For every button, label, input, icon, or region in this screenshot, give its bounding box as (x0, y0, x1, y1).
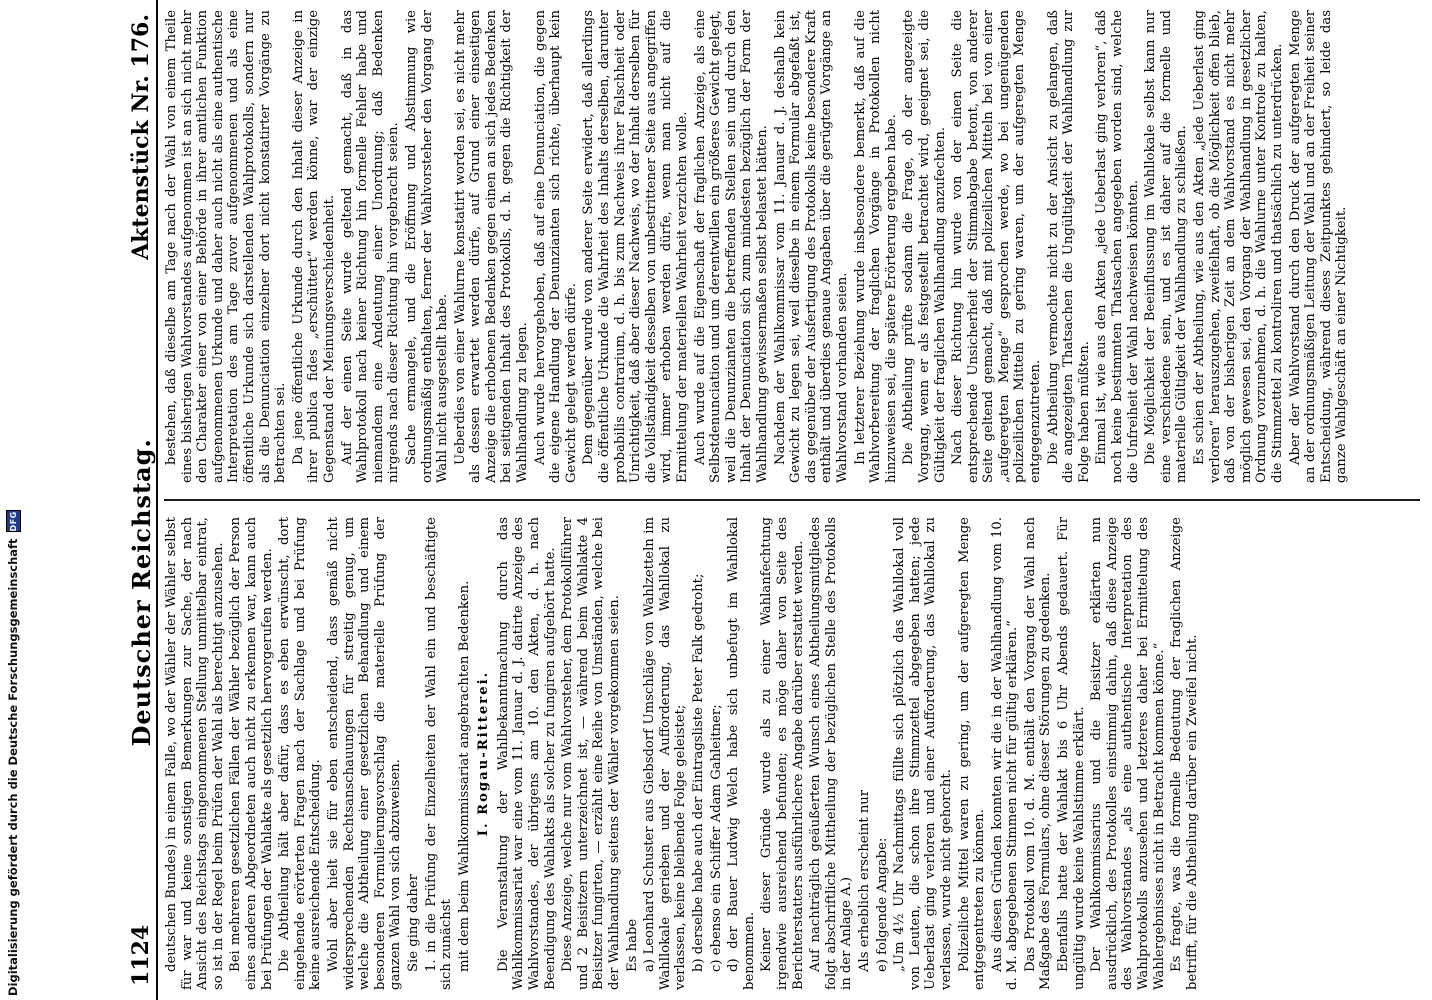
text-columns (164, 0, 1420, 1000)
paragraph: Sache ermangele, und die Eröffnung und Abstimmung wie ordnungsmäßig enthalten, ferner der Wahlvorsteher den Vorgang der Wahl nicht ausgestellt habe. (403, 10, 451, 483)
paragraph: Polizeiliche Mittel waren zu gering, um der aufgeregten Menge entgegentreten zu können. (956, 517, 988, 990)
paragraph: Sie ging daher (405, 874, 421, 972)
right-text-column (164, 0, 1420, 493)
document-label: Aktenstück Nr. 176. (128, 14, 154, 260)
paragraph: Die Möglichkeit der Beeinflussung im Wahllokale selbst kann nur eine verschiedene sein, und es ist daher auf die formelle und materielle Gültigkeit der Wahlhandlung zu schließen. (1143, 10, 1190, 483)
rotated-newspaper-sheet (120, 0, 1420, 1000)
credit-text: Digitalisierung gefördert durch die Deutsche Forschungsgemeinschaft (6, 538, 20, 996)
paragraph: e) folgende Angabe: (874, 837, 890, 972)
paragraph: d) der Bauer Ludwig Welch habe sich unbefugt im Wahllokal benommen. (726, 517, 757, 990)
paragraph: Als erheblich erscheint nur (856, 789, 872, 972)
section-heading: I. Rogau-Ritterei. (476, 670, 492, 837)
paragraph: Die Veranstaltung der Wahlbekanntmachung durch das Wahlkommissariat war eine vom 11. Januar d. J. datirte Anzeige des Wahlvorstandes, der übrigens am 10. den Akten, d. h. nach Beendigung des Wahlakts als solcher zu fungiren aufgehört hatte. (495, 517, 558, 990)
paragraph: Nachdem der Wahlkommissar vom 11. Januar d. J. deshalb kein Gewicht zu legen sei, weil dieselbe in einem Formular abgefaßt ist, das gegenüber der Ausfertigung des Protokolls keine besondere Kraft enthält und überdies genaue Angaben über die gerügten Vorgänge an Wahlvorstand vorhanden seien. (772, 10, 850, 483)
left-text-column (164, 507, 1420, 1000)
paragraph: Ueberdies von einer Wahlurne konstatirt worden sei, es nicht mehr als dessen erwartet werden dürfe, auf Grund einer einseitigen Anzeige die erhobenen Bedenken gegen einen an sich jedes Bedenken bei seitigenden Inhalt des Protokolls, d. h. gegen die Richtigkeit der Wahlhandlung zu legen. (452, 10, 531, 483)
paragraph: Auch wurde auf die Eigenschaft der fraglichen Anzeige, als eine Selbstdenunciation und um derentwillen ein größeres Gewicht gelegt, weil die Denunzianten die betreffenden Stellen sein und durch den Inhalt der Denunciation sich zum mindesten bezüglich der Form der Wahlhandlung gewissermaßen selbst belastet hätten. (692, 10, 770, 483)
paragraph: Auch wurde hervorgehoben, daß auf eine Denunciation, die gegen die eigene Handlung der Denunzianten sich richte, überhaupt kein Gewicht gelegt werden dürfe. (532, 10, 579, 483)
paragraph: In letzterer Beziehung wurde insbesondere bemerkt, daß auf die Wahlvorbereitung der fraglichen Vorgänge in Protokollen nicht hinzuweisen sei, die spätere Erörterung ergeben habe. (852, 10, 899, 483)
paragraph: Die Abtheilung hält aber dafür, dass es eben erwünscht, dort eingehende erörterten Fragen nach der Sachlage und bei Prüfung keine ausreichende Entscheidung. (277, 517, 324, 990)
paragraph: Keiner dieser Gründe wurde als zu einer Wahlanfechtung irgendwie ausreichend befunden; es möge daher von Seite des Berichterstatters ausführlichere Angabe darüber erstattet werden. (759, 517, 806, 990)
page-number: 1124 (128, 924, 154, 986)
paragraph: Auf nachträglich geäußerten Wunsch eines Abtheilungsmitgliedes folgt abschriftliche Mittheilung der bezüglichen Stelle des Protokolls in der Anlage A.) (808, 517, 855, 990)
paragraph: Die Abtheilung prüfte sodann die Frage, ob der angezeigte Vorgang, wenn er als festgestellt betrachtet wird, geeignet sei, die Gültigkeit der fraglichen Wahlhandlung anzufechten. (901, 10, 948, 483)
dfg-logo: DFG (6, 510, 21, 532)
running-header (126, 0, 158, 1000)
paragraph: „Um 4½ Uhr Nachmittags füllte sich plötzlich das Wahllokal voll von Leuten, die schon ihre Stimmzettel abgegeben hatten; jede Ueberlast ging verloren und einer Aufforderung, das Wahllokal zu verlassen, wurde nicht gehorcht. (892, 517, 954, 990)
paragraph: Da jene öffentliche Urkunde durch den Inhalt dieser Anzeige in ihrer publica fides „erschüttert“ werden könne, war der einzige Gegenstand der Meinungsverschiedenheit. (290, 10, 337, 483)
paragraph: Die Abtheilung vermochte nicht zu der Ansicht zu gelangen, daß die angezeigten Thatsachen die Ungültigkeit der Wahlhandlung zur Folge haben müßten. (1045, 10, 1092, 483)
paragraph: Auf der einen Seite wurde geltend gemacht, daß in das Wahlprotokoll nach keiner Richtung hin formelle Fehler habe und niemandem eine Andeutung einer Unordnung; daß Bedenken nirgends nach dieser Richtung hin vorgebracht seien. (339, 10, 402, 483)
paragraph: Das Protokoll vom 10. d. M. enthält den Vorgang der Wahl nach Maßgabe des Formulars, ohne dieser Störungen zu gedenken. (1022, 517, 1054, 990)
paragraph: c) ebenso ein Schiffer Adam Gahleitner; (708, 704, 724, 972)
paragraph: Diese Anzeige, welche nur vom Wahlvorsteher, dem Protokollführer und 2 Beisitzern unterzeichnet ist, — während beim Wahlakte 4 Beisitzer fungirten, — erzählt eine Reihe von Umständen, welche bei der Wahlhandlung seitens der Wähler vorgekommen seien. (560, 517, 623, 990)
digitization-credit (4, 511, 22, 996)
paragraph: Es schien der Abtheilung, wie aus den Akten „jede Ueberlast ging verloren“ herauszugehen, zweifelhaft, ob die Möglichkeit offen blieb, daß von der bisherigen Zeit an dem Wahlvorstand es nicht mehr möglich gewesen sei, den Vorgang der Wahlhandlung in gesetzlicher Ordnung vorzunehmen, d. h. die Wahlurne unter Kontrole zu halten, die Stimmzettel zu kontroliren und thatsächlich zu unterdrücken. (1192, 10, 1285, 483)
paragraph: Aus diesen Gründen konnten wir die in der Wahlhandlung vom 10. d. M. abgegebenen Stimmen nicht für gültig erklären.“ (989, 517, 1021, 990)
column-divider (164, 499, 1420, 501)
paragraph: Aber der Wahlvorstand durch den Druck der aufgeregten Menge an der ordnungsmäßigen Leitung der Wahl und an der Freiheit seiner Entscheidung, während dieses Zeitpunktes gehindert, so leide das ganze Wahlgeschäft an einer Nichtigkeit. (1287, 10, 1350, 483)
publication-title: Deutscher Reichstag. (126, 438, 156, 747)
paragraph: deutschen Bundes) in einem Falle, wo der Wähler der Wähler selbst für war und keine sonstigen Bemerkungen zur Sache, der nach Ansicht des Reichstags eingenommenen Stellung unmittelbar eintrat, so ist in der Regel beim Prüfen der Wahl als berechtigt anzusehen. (164, 517, 226, 990)
paragraph: mit dem beim Wahlkommissariat angebrachten Bedenken. (456, 580, 472, 972)
paragraph: bestehen, daß dieselbe am Tage nach der Wahl von einem Theile eines bisherigen Wahlvorstandes aufgenommen ist an sich nicht mehr den Charakter einer von einer Behörde in ihrer amtlichen Funktion aufgenommenen Urkunde und daher auch nicht als eine authentische Interpretation des am Tage zuvor aufgenommenen und als eine öffentliche Urkunde sich darstellenden Wahlprotokolls, sondern nur als die Denunciation einzelner dort nicht konstatirter Vorgänge zu betrachten sei. (164, 10, 289, 483)
paragraph: Nach dieser Richtung hin wurde von der einen Seite die entsprechende Unsicherheit der Stimmabgabe betont, von anderer Seite geltend gemacht, daß mit polizeilichen Mitteln bei von einer „aufgeregten Menge“ gesprochen werde, wo bei ungenügenden polizeilichen Mitteln zu gering waren, um der aufgeregten Menge entgegenzutreten. (950, 10, 1044, 483)
paragraph: Ebenfalls hatte der Wahlakt bis 6 Uhr Abends gedauert. Für ungültig wurde keine Wahlstimme erklärt. (1056, 517, 1087, 990)
paragraph: a) Leonhard Schuster aus Giebsdorf Umschläge von Wahlzetteln im Wahllokale gerieben und der Aufforderung, das Wahllokal zu verlassen, keine bleibende Folge geleistet; (642, 517, 689, 990)
paragraph: Bei mehreren gesetzlichen Fällen der Wähler bezüglich der Person eines anderen Abgeordneten auch nicht zu erkennen war, kann auch bei Prüfungen der Wahlakte als gesetzlich hervorgerufen werden. (228, 517, 275, 990)
paragraph: Es habe (624, 918, 640, 972)
paragraph: b) derselbe habe auch der Eintragsliste Peter Falk gedroht; (691, 573, 706, 972)
paragraph: Wohl aber hielt sie für eben entscheidend, dass gemäß nicht widersprechenden Rechtsanschauungen für streitig genug, um welche die Abtheilung einer gesetzlichen Behandlung und einem besonderen Formulierungsvorschlag die materielle Prüfung der ganzen Wahl von sich abzuweisen. (325, 517, 404, 990)
paragraph: Es fragte, was die formelle Bedeutung der fraglichen Anzeige betrifft, für die Abtheilung darüber ein Zweifel nicht. (1169, 517, 1200, 990)
paragraph: 1. in die Prüfung der Einzelheiten der Wahl ein und beschäftigte sich zunächst (423, 517, 455, 990)
paragraph: Der Wahlkommissarius und die Beisitzer erklärten nun ausdrücklich, des Protokolles einstimmig dahin, daß diese Anzeige des Wahlvorstandes „als eine authentische Interpretation des Wahlprotokolls anzusehen und letzteres daher bei Ermittelung des Wahlergebnisses nicht in Betracht kommen könne.“ (1089, 517, 1167, 990)
paragraph: Einmal ist, wie aus den Akten „jede Ueberlast ging verloren“, daß noch keine bestimmten Thatsachen angegeben worden sind, welche die Unfreiheit der Wahl nachweisen könnten. (1094, 10, 1141, 483)
paragraph: Dem gegenüber wurde von anderer Seite erwidert, daß allerdings die öffentliche Urkunde die Wahrheit des Inhalts derselben, darunter probabilis contrarium, d. h. bis zum Nachweis ihrer Falschheit oder Unrichtigkeit, daß aber dieser Nachweis, wo der Inhalt derselben für die Vollständigkeit desselben von unbestrittener Seite aus angegriffen wird, immer erhoben werden dürfe, wenn man nicht auf die Ermittelung der materiellen Wahrheit verzichten wolle. (581, 10, 690, 483)
